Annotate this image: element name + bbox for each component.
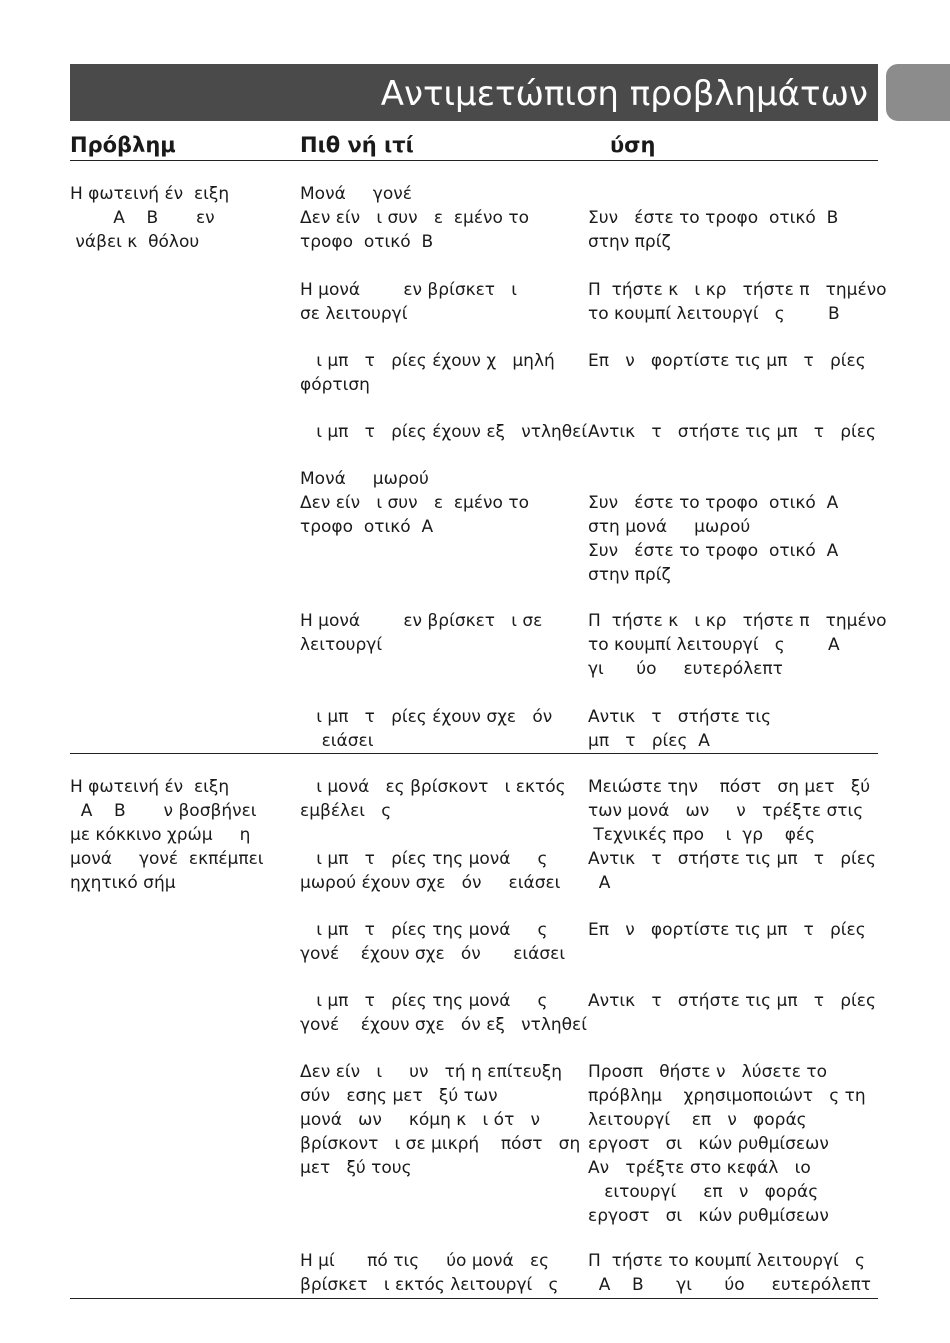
problem-text: A B ν βοσβήνει bbox=[70, 801, 257, 821]
cause-text: Η μονά εν βρίσκετ ι bbox=[300, 280, 517, 300]
cause-text: ι μονά ες βρίσκοντ ι εκτός bbox=[300, 777, 566, 797]
solution-text: Αν τρέξτε στο κεφάλ ιο bbox=[588, 1158, 811, 1178]
cause-text: εμβέλει ς bbox=[300, 801, 392, 821]
solution-text: το κουμπί λειτουργί ς A bbox=[588, 635, 840, 655]
cause-text: βρίσκετ ι εκτός λειτουργί ς bbox=[300, 1275, 559, 1295]
solution-text: A B γι ύο ευτερόλεπτ bbox=[588, 1275, 871, 1295]
cause-text: Μονά γονέ bbox=[300, 184, 412, 204]
solution-text: Αντικ τ στήστε τις μπ τ ρίες bbox=[588, 849, 876, 869]
cause-text: μωρού έχουν σχε όν ειάσει bbox=[300, 873, 561, 893]
solution-text: στην πρίζ bbox=[588, 565, 671, 585]
solution-text: ειτουργί επ ν φοράς bbox=[588, 1182, 819, 1202]
solution-text: στην πρίζ bbox=[588, 232, 671, 252]
solution-text: Συν έστε το τροφο οτικό A bbox=[588, 541, 839, 561]
solution-text: γι ύο ευτερόλεπτ bbox=[588, 659, 783, 679]
solution-text: εργοστ σι κών ρυθμίσεων bbox=[588, 1134, 829, 1154]
cause-text: Δεν είν ι συν ε εμένο το bbox=[300, 208, 529, 228]
solution-text: Μειώστε την πόστ ση μετ ξύ bbox=[588, 777, 871, 797]
header-rule bbox=[70, 160, 878, 161]
solution-text: Συν έστε το τροφο οτικό A bbox=[588, 493, 839, 513]
cause-text: ι μπ τ ρίες έχουν σχε όν bbox=[300, 707, 553, 727]
problem-text: μονά γονέ εκπέμπει bbox=[70, 849, 264, 869]
cause-text: Δεν είν ι συν ε εμένο το bbox=[300, 493, 529, 513]
cause-text: τροφο οτικό A bbox=[300, 517, 434, 537]
cause-text: μετ ξύ τους bbox=[300, 1158, 412, 1178]
solution-text: Αντικ τ στήστε τις bbox=[588, 707, 772, 727]
section-divider bbox=[70, 753, 878, 754]
solution-text: Π τήστε το κουμπί λειτουργί ς bbox=[588, 1251, 865, 1271]
problem-text: A B εν bbox=[70, 208, 215, 228]
problem-text: Η φωτεινή έν ειξη bbox=[70, 184, 230, 204]
cause-text: φόρτιση bbox=[300, 375, 370, 395]
solution-text: στη μονά μωρού bbox=[588, 517, 751, 537]
problem-text: Η φωτεινή έν ειξη bbox=[70, 777, 230, 797]
cause-text: Μονά μωρού bbox=[300, 469, 429, 489]
solution-text: Π τήστε κ ι κρ τήστε π τημένο bbox=[588, 611, 887, 631]
page-title: Αντιμετώπιση προβλημάτων bbox=[380, 74, 868, 114]
solution-text: Αντικ τ στήστε τις μπ τ ρίες bbox=[588, 991, 876, 1011]
cause-text: τροφο οτικό B bbox=[300, 232, 434, 252]
table-bottom-rule bbox=[70, 1298, 878, 1299]
cause-text: Η μί πό τις ύο μονά ες bbox=[300, 1251, 550, 1271]
cause-text: σε λειτουργί bbox=[300, 304, 408, 324]
column-header-solution: ύση bbox=[610, 133, 656, 157]
solution-text: λειτουργί επ ν φοράς bbox=[588, 1110, 807, 1130]
cause-text: ι μπ τ ρίες της μονά ς bbox=[300, 849, 548, 869]
solution-text: Τεχνικές προ ι γρ φές bbox=[588, 825, 816, 845]
solution-text: το κουμπί λειτουργί ς B bbox=[588, 304, 840, 324]
solution-text: Επ ν φορτίστε τις μπ τ ρίες bbox=[588, 351, 866, 371]
cause-text: ι μπ τ ρίες της μονά ς bbox=[300, 920, 548, 940]
chapter-tab bbox=[886, 64, 950, 121]
cause-text: σύν εσης μετ ξύ των bbox=[300, 1086, 498, 1106]
cause-text: ι μπ τ ρίες της μονά ς bbox=[300, 991, 548, 1011]
solution-text: πρόβλημ χρησιμοποιώντ ς τη bbox=[588, 1086, 866, 1106]
problem-text: ηχητικό σήμ bbox=[70, 873, 176, 893]
problem-text: με κόκκινο χρώμ η bbox=[70, 825, 251, 845]
cause-text: Η μονά εν βρίσκετ ι σε bbox=[300, 611, 543, 631]
solution-text: Αντικ τ στήστε τις μπ τ ρίες bbox=[588, 422, 876, 442]
solution-text: εργοστ σι κών ρυθμίσεων bbox=[588, 1206, 829, 1226]
solution-text: Προσπ θήστε ν λύσετε το bbox=[588, 1062, 828, 1082]
problem-text: νάβει κ θόλου bbox=[70, 232, 200, 252]
cause-text: γονέ έχουν σχε όν εξ ντληθεί bbox=[300, 1015, 587, 1035]
cause-text: Δεν είν ι υν τή η επίτευξη bbox=[300, 1062, 562, 1082]
solution-text: Συν έστε το τροφο οτικό B bbox=[588, 208, 839, 228]
cause-text: βρίσκοντ ι σε μικρή πόστ ση bbox=[300, 1134, 581, 1154]
solution-text: Π τήστε κ ι κρ τήστε π τημένο bbox=[588, 280, 887, 300]
solution-text: Επ ν φορτίστε τις μπ τ ρίες bbox=[588, 920, 866, 940]
header-bar bbox=[70, 64, 878, 121]
cause-text: ι μπ τ ρίες έχουν χ μηλή bbox=[300, 351, 555, 371]
cause-text: μονά ων κόμη κ ι ότ ν bbox=[300, 1110, 541, 1130]
cause-text: γονέ έχουν σχε όν ειάσει bbox=[300, 944, 566, 964]
column-header-cause: Πιθ νή ιτί bbox=[300, 133, 414, 157]
column-header-problem: Πρόβλημ bbox=[70, 133, 176, 157]
solution-text: μπ τ ρίες A bbox=[588, 731, 710, 751]
solution-text: A bbox=[588, 873, 611, 893]
cause-text: ειάσει bbox=[300, 731, 374, 751]
solution-text: των μονά ων ν τρέξτε στις bbox=[588, 801, 864, 821]
cause-text: ι μπ τ ρίες έχουν εξ ντληθεί bbox=[300, 422, 588, 442]
cause-text: λειτουργί bbox=[300, 635, 383, 655]
